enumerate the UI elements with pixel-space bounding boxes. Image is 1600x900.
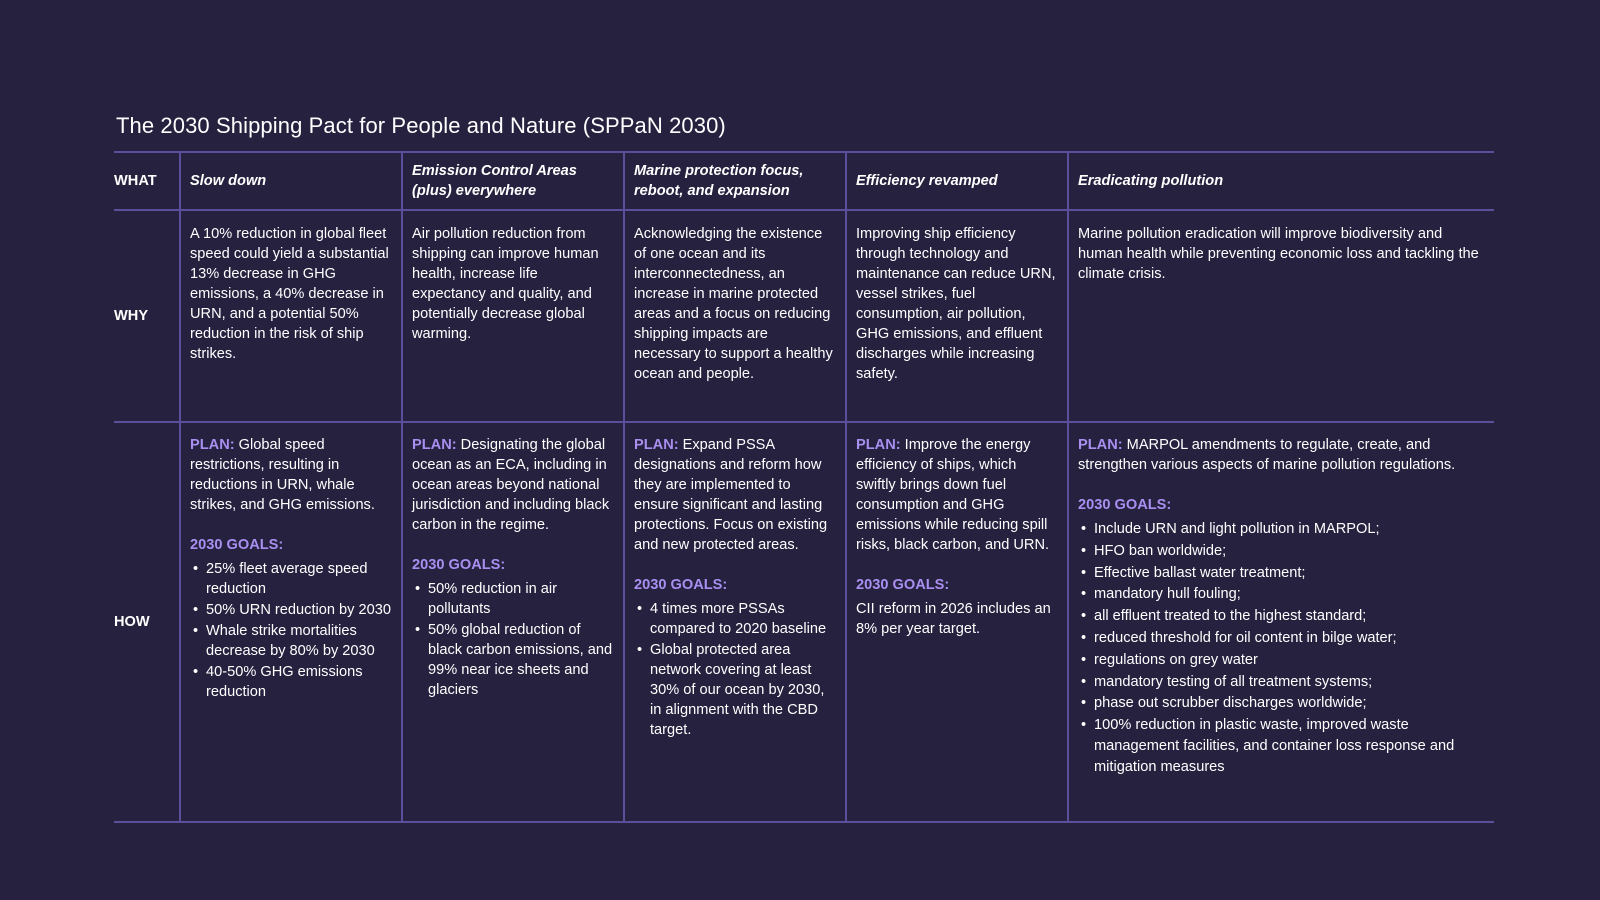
plan-body: MARPOL amendments to regulate, create, and strengthen various aspects of marine pollution regulations. [1078,437,1456,473]
what-row-label: WHAT [114,152,180,210]
plan-label: PLAN: [412,437,457,453]
goal-item: • Effective ballast water treatment; [1078,563,1486,584]
how-row-label: HOW [114,422,180,822]
goals-label: 2030 GOALS: [412,557,506,573]
plan-text [412,435,615,535]
goals-list [190,559,393,702]
goals-text: CII reform in 2026 includes an 8% per year target. [856,601,1051,637]
plan-label: PLAN: [1078,437,1123,453]
how-cell-efficiency [846,422,1068,822]
goal-item: • reduced threshold for oil content in bilge water; [1078,628,1486,649]
column-heading-efficiency: Efficiency revamped [846,152,1068,210]
goals-list [412,579,615,700]
plan-text [634,435,837,555]
why-cell-slow-down: A 10% reduction in global fleet speed could yield a substantial 13% decrease in GHG emissions, a 40% decrease in URN, and a potential 50% reduction in the risk of ship strikes. [180,210,402,422]
plan-label: PLAN: [190,437,235,453]
plan-text [190,435,393,515]
how-cell-eradicating-pollution [1068,422,1494,822]
goals-label: 2030 GOALS: [1078,497,1172,513]
goal-item: • all effluent treated to the highest standard; [1078,606,1486,627]
why-cell-marine-protection: Acknowledging the existence of one ocean and its interconnectedness, an increase in marine protected areas and a focus on reducing shipping impacts are necessary to support a healthy ocean and people. [624,210,846,422]
goal-item: • regulations on grey water [1078,650,1486,671]
goal-item: • Include URN and light pollution in MARPOL; [1078,519,1486,540]
what-row [114,152,1494,210]
page-title: The 2030 Shipping Pact for People and Nature (SPPaN 2030) [116,113,726,138]
goal-item: • 50% global reduction of black carbon emissions, and 99% near ice sheets and glaciers [412,620,615,700]
goal-item: • Global protected area network covering at least 30% of our ocean by 2030, in alignment with the CBD target. [634,640,837,740]
goals-list [634,599,837,740]
goals-label: 2030 GOALS: [190,537,284,553]
goals-list [1078,519,1486,778]
plan-body: Designating the global ocean as an ECA, including in ocean areas beyond national jurisdiction and including black carbon in the regime. [412,437,610,533]
plan-text [856,435,1059,555]
how-cell-slow-down [180,422,402,822]
goal-item: • 4 times more PSSAs compared to 2020 baseline [634,599,837,639]
goals-label: 2030 GOALS: [634,577,728,593]
how-cell-emission-control-areas [402,422,624,822]
goal-item: • 50% URN reduction by 2030 [190,600,393,620]
goal-item: • 100% reduction in plastic waste, improved waste management facilities, and container loss response and mitigation measures [1078,715,1486,777]
why-row [114,210,1494,422]
plan-label: PLAN: [856,437,901,453]
plan-body: Improve the energy efficiency of ships, which swiftly brings down fuel consumption and GHG emissions while reducing spill risks, black carbon, and URN. [856,437,1050,553]
goal-item: • HFO ban worldwide; [1078,541,1486,562]
pact-table [114,151,1494,823]
plan-body: Expand PSSA designations and reform how they are implemented to ensure significant and lasting protections. Focus on existing and new protected areas. [634,437,828,553]
goals-label: 2030 GOALS: [856,577,950,593]
why-row-label: WHY [114,210,180,422]
why-cell-efficiency: Improving ship efficiency through technology and maintenance can reduce URN, vessel strikes, fuel consumption, air pollution, GHG emissions, and effluent discharges while increasing safety. [846,210,1068,422]
column-heading-emission-control-areas: Emission Control Areas (plus) everywhere [402,152,624,210]
goal-item: • mandatory testing of all treatment systems; [1078,672,1486,693]
plan-text [1078,435,1486,475]
plan-body: Global speed restrictions, resulting in reductions in URN, whale strikes, and GHG emissions. [190,437,375,513]
how-cell-marine-protection [624,422,846,822]
column-heading-marine-protection: Marine protection focus, reboot, and expansion [624,152,846,210]
goal-item: • 50% reduction in air pollutants [412,579,615,619]
how-row [114,422,1494,822]
goal-item: • Whale strike mortalities decrease by 80% by 2030 [190,621,393,661]
plan-label: PLAN: [634,437,679,453]
goal-item: • 40-50% GHG emissions reduction [190,662,393,702]
why-cell-eradicating-pollution: Marine pollution eradication will improve biodiversity and human health while preventing economic loss and tackling the climate crisis. [1068,210,1494,422]
column-heading-eradicating-pollution: Eradicating pollution [1068,152,1494,210]
why-cell-emission-control-areas: Air pollution reduction from shipping can improve human health, increase life expectancy and quality, and potentially decrease global warming. [402,210,624,422]
goal-item: • 25% fleet average speed reduction [190,559,393,599]
goal-item: • mandatory hull fouling; [1078,584,1486,605]
goal-item: • phase out scrubber discharges worldwide; [1078,693,1486,714]
column-heading-slow-down: Slow down [180,152,402,210]
